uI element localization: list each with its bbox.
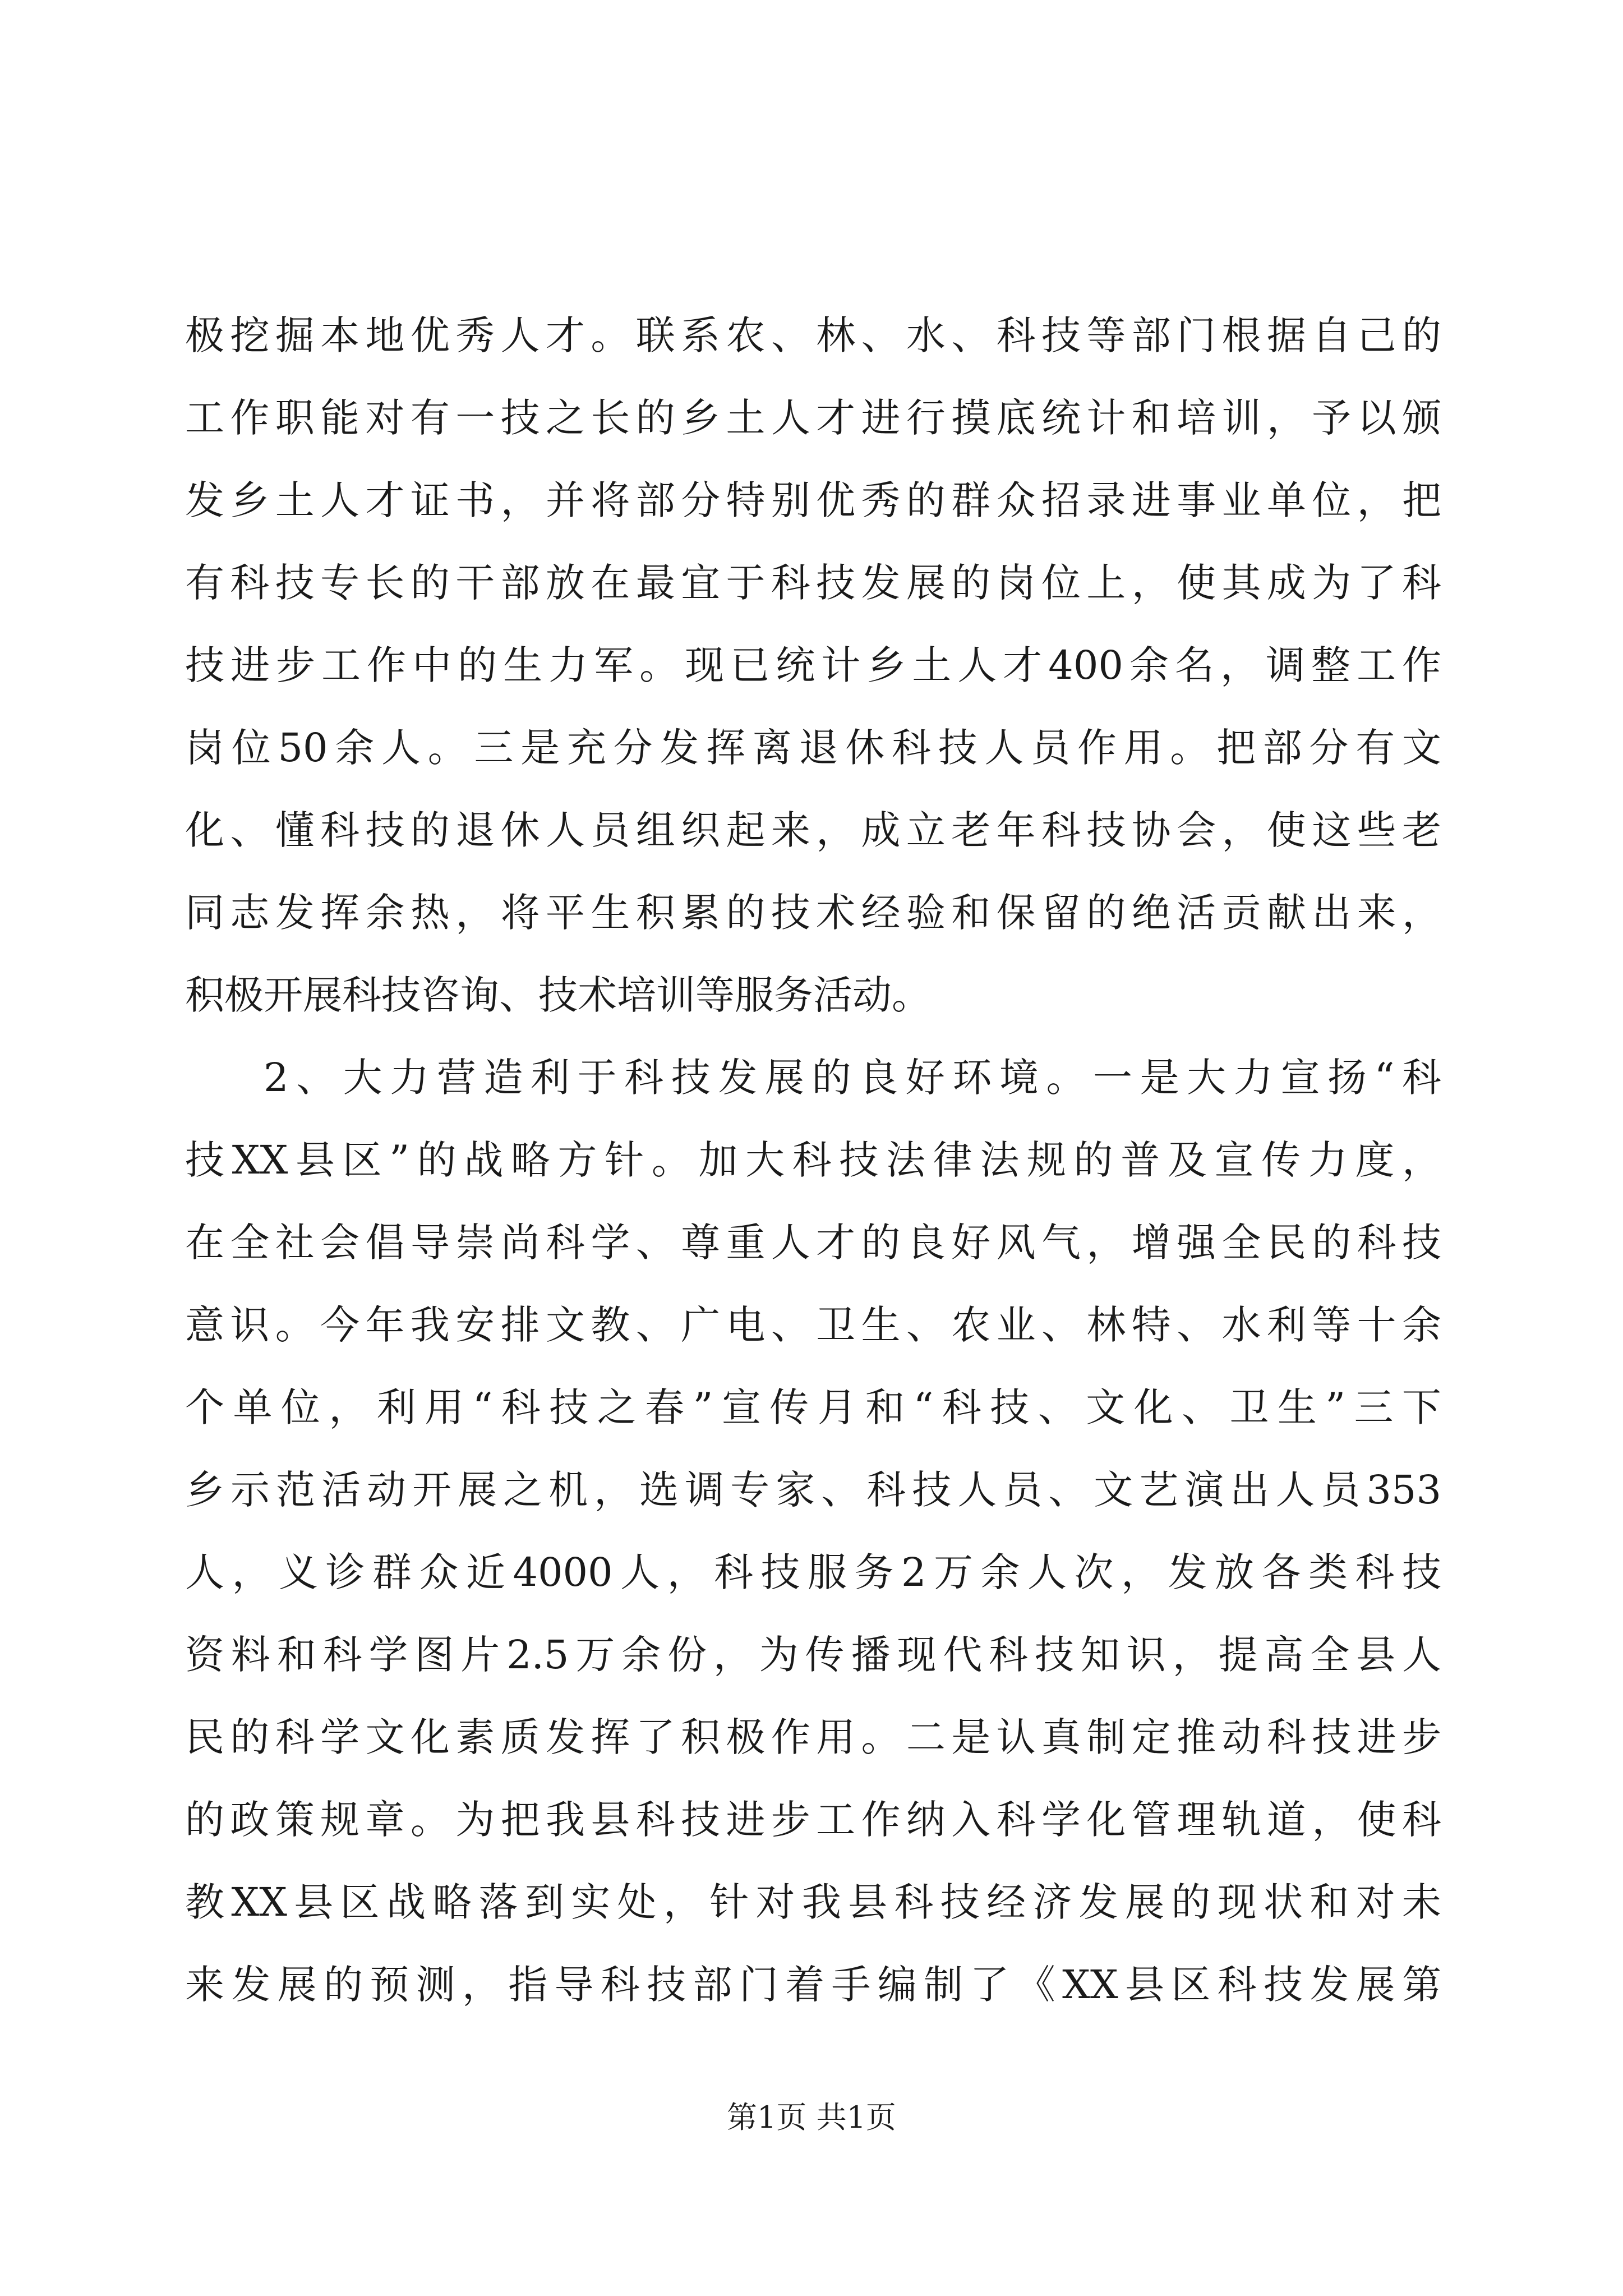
document-body — [185, 295, 1441, 2026]
text-line: 发乡土人才证书，并将部分特别优秀的群众招录进事业单位，把 — [185, 477, 1441, 523]
text-line: 资料和科学图片2.5万余份，为传播现代科技知识，提高全县人 — [185, 1632, 1441, 1678]
text-line: 个单位，利用“科技之春”宣传月和“科技、文化、卫生”三下 — [185, 1384, 1441, 1430]
text-line: 在全社会倡导崇尚科学、尊重人才的良好风气，增强全民的科技 — [185, 1220, 1441, 1266]
text-line: 意识。今年我安排文教、广电、卫生、农业、林特、水利等十余 — [185, 1302, 1441, 1348]
page-footer — [0, 2095, 1623, 2140]
text-line: 教XX县区战略落到实处，针对我县科技经济发展的现状和对未 — [185, 1879, 1441, 1925]
text-line: 2、大力营造利于科技发展的良好环境。一是大力宣扬“科 — [264, 1055, 1441, 1101]
text-line: 技进步工作中的生力军。现已统计乡土人才400余名，调整工作 — [185, 642, 1441, 688]
text-line: 有科技专长的干部放在最宜于科技发展的岗位上，使其成为了科 — [185, 560, 1441, 606]
text-line: 同志发挥余热，将平生积累的技术经验和保留的绝活贡献出来， — [185, 890, 1441, 936]
text-line: 化、懂科技的退休人员组织起来，成立老年科技协会，使这些老 — [185, 807, 1441, 853]
text-line: 岗位50余人。三是充分发挥离退休科技人员作用。把部分有文 — [185, 725, 1441, 771]
text-line: 的政策规章。为把我县科技进步工作纳入科学化管理轨道，使科 — [185, 1797, 1441, 1843]
text-line: 工作职能对有一技之长的乡土人才进行摸底统计和培训，予以颁 — [185, 395, 1441, 441]
text-line: 积极开展科技咨询、技术培训等服务活动。 — [185, 972, 931, 1018]
text-line: 人，义诊群众近4000人，科技服务2万余人次，发放各类科技 — [185, 1549, 1441, 1595]
paragraph-1 — [185, 295, 1441, 1037]
text-line: 民的科学文化素质发挥了积极作用。二是认真制定推动科技进步 — [185, 1714, 1441, 1760]
paragraph-2 — [185, 1037, 1441, 2026]
text-line: 乡示范活动开展之机，选调专家、科技人员、文艺演出人员353 — [185, 1467, 1441, 1513]
text-line: 极挖掘本地优秀人才。联系农、林、水、科技等部门根据自己的 — [185, 312, 1441, 358]
text-line: 技XX县区”的战略方针。加大科技法律法规的普及宣传力度， — [185, 1137, 1441, 1183]
text-line: 来发展的预测，指导科技部门着手编制了《XX县区科技发展第 — [185, 1962, 1441, 2008]
page-number-label: 第1页 共1页 — [727, 2100, 896, 2135]
